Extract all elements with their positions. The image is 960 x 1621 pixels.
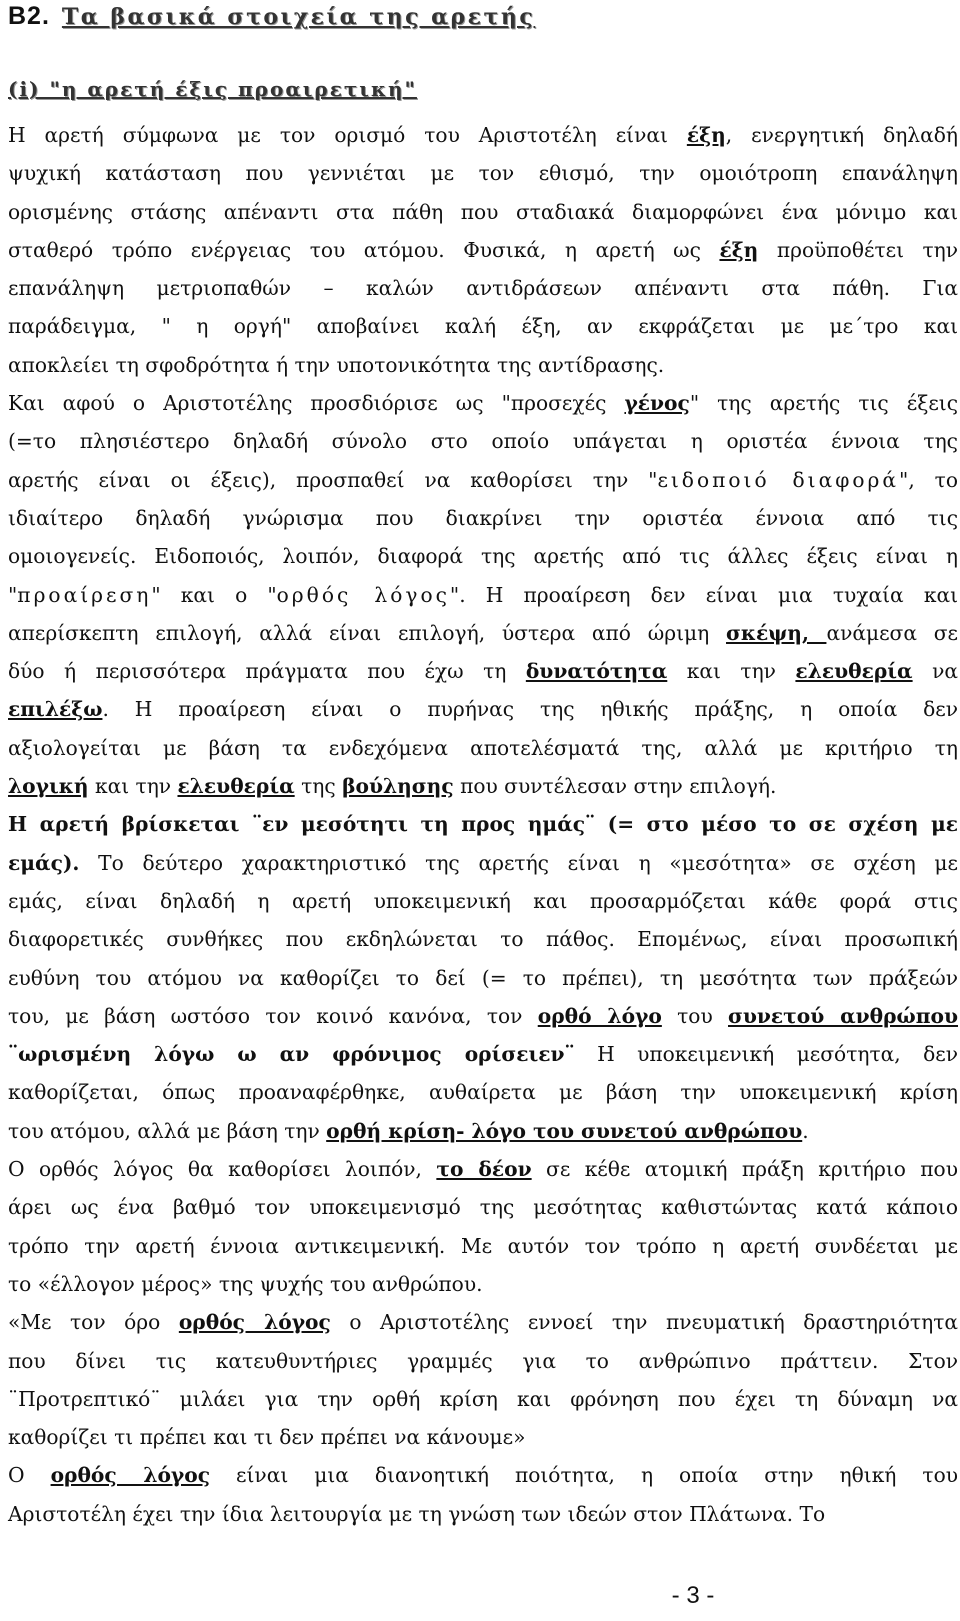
text-line [8, 844, 958, 882]
text-run: το δέον [436, 1157, 532, 1182]
text-line [8, 652, 958, 690]
text-run: ¨ωρισμένη λόγω ω αν φρόνιμος ορίσειεν¨ [8, 1042, 575, 1067]
text-run: και την [88, 774, 178, 799]
text-run: αποκλείει τη σφοδρότητα ή την υποτονικότητα της αντίδρασης. [8, 352, 665, 377]
page-number: - 3 - [671, 1582, 715, 1609]
text-run: Και αφού ο Αριστοτέλης προσδιόρισε ως "προσεχές [8, 391, 625, 416]
text-line [8, 1035, 958, 1073]
text-run: ορθός λόγος [276, 582, 450, 607]
text-line [8, 1073, 958, 1111]
text-run: αξιολογείται με βάση τα ενδεχόμενα αποτελέσματά της, αλλά με κριτήριο τη [8, 735, 958, 760]
text-run: τρόπο την αρετή έννοια αντικειμενική. Με αυτόν τον τρόπο η αρετή συνδέεται με [8, 1233, 958, 1258]
text-run: " της αρετής τις έξεις [689, 391, 958, 416]
text-line [8, 116, 958, 154]
text-run: ορθός λόγος [178, 1310, 331, 1335]
text-line [8, 461, 958, 499]
text-line [8, 882, 958, 920]
text-line [8, 1380, 958, 1418]
text-run: Ο [8, 1463, 51, 1488]
text-line [8, 1227, 958, 1265]
text-run: παράδειγμα, " η οργή" αποβαίνει καλή έξη, αν εκφράζεται με με΄τρο και [8, 314, 958, 339]
text-line [8, 193, 958, 231]
text-line [8, 576, 958, 614]
body-text [8, 116, 958, 1533]
text-run: εμάς, είναι δηλαδή η αρετή υποκειμενική και προσαρμόζεται κάθε φορά στις [8, 888, 958, 913]
text-run: αρετής είναι οι έξεις), προσπαθεί να καθορίσει την " [8, 467, 658, 492]
text-run: ορισμένης στάσης απέναντι στα πάθη που σταδιακά διαμορφώνει ένα μόνιμο και [8, 199, 958, 224]
text-run: ορθό λόγο [537, 1003, 662, 1028]
text-run: καθορίζεται, όπως προαναφέρθηκε, αυθαίρετα με βάση την υποκειμενική κρίση [8, 1080, 958, 1105]
text-run: λογική [8, 774, 89, 799]
text-line [8, 1112, 958, 1150]
text-line [8, 805, 958, 843]
text-line [8, 154, 958, 192]
text-run: ". Η προαίρεση δεν είναι μια τυχαία και [449, 582, 958, 607]
text-line [8, 422, 958, 460]
text-run: που δίνει τις κατευθυντήριες γραμμές για το ανθρώπινο πράττειν. Στον [8, 1348, 958, 1373]
text-line [8, 1342, 958, 1380]
text-run: Το δεύτερο χαρακτηριστικό της αρετής είναι η «μεσότητα» σε σχέση με [79, 850, 958, 875]
text-run: ειδοποιό διαφορά [657, 467, 900, 492]
text-run: προαίρεση [17, 582, 152, 607]
text-run: Η υποκειμενική μεσότητα, δεν [574, 1042, 958, 1067]
text-line [8, 920, 958, 958]
text-run: " [8, 582, 18, 607]
text-run: του, με βάση ωστόσο τον κοινό κανόνα, τον [8, 1003, 538, 1028]
text-run: του [661, 1003, 728, 1028]
text-line [8, 384, 958, 422]
text-run: επιλέξω [8, 697, 103, 722]
text-run: του ατόμου, αλλά με βάση την [8, 1118, 327, 1143]
text-run: Η αρετή σύμφωνα με τον ορισμό του Αριστοτέλη είναι [8, 123, 687, 147]
text-line [8, 537, 958, 575]
text-run: έξη [719, 237, 759, 262]
text-line [8, 767, 958, 805]
text-line [8, 729, 958, 767]
text-run: συνετού ανθρώπου [728, 1003, 959, 1028]
text-run: Ο ορθός λόγος θα καθορίσει λοιπόν, [8, 1157, 437, 1182]
text-line [8, 1265, 958, 1303]
text-run: ομοιογενείς. Ειδοποιός, λοιπόν, διαφορά της αρετής από τις άλλες έξεις είναι η [8, 544, 958, 569]
text-run: που συντέλεσαν στην επιλογή. [453, 774, 777, 799]
text-line [8, 499, 958, 537]
subsection-heading: (i) "η αρετή έξις προαιρετική" [8, 77, 417, 101]
text-run: ορθός λόγος [50, 1463, 211, 1488]
text-line [8, 959, 958, 997]
text-line [8, 1418, 958, 1456]
section-number: B2. [8, 2, 50, 30]
text-line [8, 1303, 958, 1341]
text-run: ελευθερία [795, 659, 913, 684]
text-line [8, 614, 958, 652]
text-run: ¨Προτρεπτικό¨ μιλάει για την ορθή κρίση και φρόνηση που έχει τη δύναμη να [8, 1386, 958, 1411]
text-run: να [912, 659, 958, 684]
text-run: καθορίζει τι πρέπει και τι δεν πρέπει να κάνουμε» [8, 1425, 526, 1450]
text-run: " και ο " [151, 582, 277, 607]
text-run: ", το [899, 467, 958, 492]
text-run: ανάμεσα σε [826, 620, 959, 645]
text-run: έξη [686, 123, 726, 147]
text-run: σε κέθε ατομική πράξη κριτήριο που [531, 1157, 958, 1182]
text-run: (=το πλησιέστερο δηλαδή σύνολο στο οποίο υπάγεται η οριστέα έννοια της [8, 429, 958, 454]
text-run: της [294, 774, 343, 799]
text-run: . Η προαίρεση είναι ο πυρήνας της ηθικής πράξης, η οποία δεν [102, 697, 958, 722]
section-title: Τα βασικά στοιχεία της αρετής [61, 4, 536, 30]
text-line [8, 231, 958, 269]
text-run: δύο ή περισσότερα πράγματα που έχω τη [8, 659, 526, 684]
text-line [8, 1150, 958, 1188]
text-line [8, 307, 958, 345]
text-line [8, 269, 958, 307]
text-run: είναι μια διανοητική ποιότητα, η οποία στην ηθική του [210, 1463, 959, 1488]
text-run: σκέψη, [726, 620, 827, 645]
text-run: ευθύνη του ατόμου να καθορίζει το δεί (= το πρέπει), τη μεσότητα των πράξεών [8, 965, 958, 990]
text-line [8, 690, 958, 728]
text-run: απερίσκεπτη επιλογή, αλλά είναι επιλογή, ύστερα από ώριμη [8, 620, 727, 645]
text-run: βούλησης [342, 774, 454, 799]
text-run: ιδιαίτερο δηλαδή γνώρισμα που διακρίνει την οριστέα έννοια από τις [8, 505, 958, 530]
text-run: δυνατότητα [525, 659, 668, 684]
text-run: ορθή κρίση- λόγο του συνετού ανθρώπου [326, 1118, 803, 1143]
text-run: άρει ως ένα βαθμό τον υποκειμενισμό της μεσότητας καθιστώντας κατά κάποιο [8, 1195, 958, 1220]
text-run: διαφορετικές συνθήκες που εκδηλώνεται το πάθος. Επομένως, είναι προσωπική [8, 927, 958, 952]
text-run: γένος [624, 391, 690, 416]
text-run: και την [667, 659, 796, 684]
text-run: ψυχική κατάσταση που γεννιέται με τον εθισμό, την ομοιότροπη επανάληψη [8, 161, 958, 186]
text-line [8, 346, 958, 384]
text-line [8, 1188, 958, 1226]
text-run: ελευθερία [177, 774, 295, 799]
text-line [8, 997, 958, 1035]
text-run: σταθερό τρόπο ενέργειας του ατόμου. Φυσικά, η αρετή ως [8, 237, 720, 262]
text-run: «Με τον όρο [8, 1310, 179, 1335]
text-line [8, 1456, 958, 1494]
text-run: Η αρετή βρίσκεται ¨εν μεσότητι τη προς ημάς¨ (= στο μέσο το σε σχέση με [8, 812, 958, 837]
text-run: εμάς). [8, 850, 80, 875]
text-run: ο Αριστοτέλης εννοεί την πνευματική δραστηριότητα [330, 1310, 958, 1335]
text-run: , ενεργητική δηλαδή [725, 123, 958, 147]
text-run: το «έλλογον μέρος» της ψυχής του ανθρώπου. [8, 1271, 483, 1296]
text-run: προϋποθέτει την [758, 237, 959, 262]
text-run: επανάληψη μετριοπαθών – καλών αντιδράσεων απέναντι στα πάθη. Για [8, 276, 958, 301]
text-line [8, 1495, 958, 1533]
section-heading [8, 0, 535, 33]
text-run: . [802, 1118, 809, 1143]
text-run: Αριστοτέλη έχει την ίδια λειτουργία με τη γνώση των ιδεών στον Πλάτωνα. Το [8, 1501, 826, 1526]
